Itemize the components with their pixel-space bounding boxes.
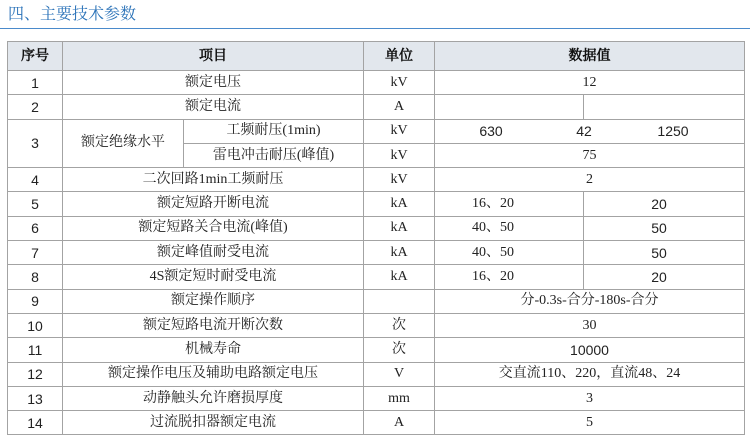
header-item: 项目 [63, 42, 364, 71]
table-row [8, 168, 745, 192]
row-value-part: 42 [576, 123, 592, 140]
table-row [8, 289, 745, 313]
row-subitem: 工频耐压(1min) [184, 119, 364, 143]
row-unit: V [364, 362, 435, 386]
row-value-right [584, 95, 745, 119]
row-no: 6 [8, 216, 63, 240]
row-unit: kV [364, 168, 435, 192]
table-row [8, 338, 745, 362]
row-value-left: 16、20 [435, 192, 584, 216]
row-no: 2 [8, 95, 63, 119]
table-row [8, 192, 745, 216]
row-value-left [435, 95, 584, 119]
row-value-right: 20 [584, 192, 745, 216]
row-item: 动静触头允许磨损厚度 [63, 386, 364, 410]
row-unit: kA [364, 265, 435, 289]
table-row [8, 313, 745, 337]
row-value-part: 630 [479, 123, 503, 140]
row-no: 1 [8, 71, 63, 95]
table-row [8, 216, 745, 240]
row-value: 12 [435, 71, 745, 95]
row-no: 11 [8, 338, 63, 362]
row-no: 8 [8, 265, 63, 289]
row-value-left: 40、50 [435, 216, 584, 240]
row-value: 交直流110、220，直流48、24 [435, 362, 745, 386]
row-value-right: 50 [584, 216, 745, 240]
title-underline [0, 28, 750, 29]
row-item: 过流脱扣器额定电流 [63, 411, 364, 435]
row-unit: 次 [364, 338, 435, 362]
tech-params-table [7, 41, 745, 435]
row-unit [364, 289, 435, 313]
row-no: 3 [8, 119, 63, 168]
table-row [8, 265, 745, 289]
table-row [8, 71, 745, 95]
table-header-row [8, 42, 745, 71]
table-row [8, 119, 745, 143]
row-value: 2 [435, 168, 745, 192]
table-row [8, 386, 745, 410]
row-item: 额定操作电压及辅助电路额定电压 [63, 362, 364, 386]
row-value: 30 [435, 313, 745, 337]
row-value: 3 [435, 386, 745, 410]
section-title: 四、主要技术参数 [8, 4, 137, 23]
row-item: 额定绝缘水平 [63, 119, 184, 168]
row-unit: 次 [364, 313, 435, 337]
row-value-left: 40、50 [435, 241, 584, 265]
table-row [8, 411, 745, 435]
row-item: 额定短路开断电流 [63, 192, 364, 216]
row-value-multi [435, 119, 745, 143]
row-no: 9 [8, 289, 63, 313]
row-no: 5 [8, 192, 63, 216]
row-value-part: 1250 [657, 123, 689, 140]
row-no: 10 [8, 313, 63, 337]
row-unit: A [364, 95, 435, 119]
row-item: 机械寿命 [63, 338, 364, 362]
row-unit: kV [364, 119, 435, 143]
row-item: 额定短路电流开断次数 [63, 313, 364, 337]
row-value-right: 50 [584, 241, 745, 265]
row-item: 额定电流 [63, 95, 364, 119]
table-row [8, 241, 745, 265]
row-no: 12 [8, 362, 63, 386]
table-row [8, 362, 745, 386]
header-value: 数据值 [435, 42, 745, 71]
header-no: 序号 [8, 42, 63, 71]
row-no: 4 [8, 168, 63, 192]
row-value: 5 [435, 411, 745, 435]
row-unit: kA [364, 216, 435, 240]
row-subitem: 雷电冲击耐压(峰值) [184, 143, 364, 167]
row-unit: mm [364, 386, 435, 410]
row-value-right: 20 [584, 265, 745, 289]
row-unit: kV [364, 143, 435, 167]
header-unit: 单位 [364, 42, 435, 71]
row-value: 75 [435, 143, 745, 167]
row-no: 7 [8, 241, 63, 265]
row-value: 10000 [435, 338, 745, 362]
row-unit: A [364, 411, 435, 435]
row-item: 4S额定短时耐受电流 [63, 265, 364, 289]
row-item: 额定电压 [63, 71, 364, 95]
row-item: 额定操作顺序 [63, 289, 364, 313]
table-row [8, 95, 745, 119]
row-unit: kV [364, 71, 435, 95]
row-item: 额定峰值耐受电流 [63, 241, 364, 265]
row-value-left: 16、20 [435, 265, 584, 289]
row-no: 14 [8, 411, 63, 435]
row-unit: kA [364, 241, 435, 265]
row-item: 二次回路1min工频耐压 [63, 168, 364, 192]
row-no: 13 [8, 386, 63, 410]
row-item: 额定短路关合电流(峰值) [63, 216, 364, 240]
row-unit: kA [364, 192, 435, 216]
row-value: 分-0.3s-合分-180s-合分 [435, 289, 745, 313]
